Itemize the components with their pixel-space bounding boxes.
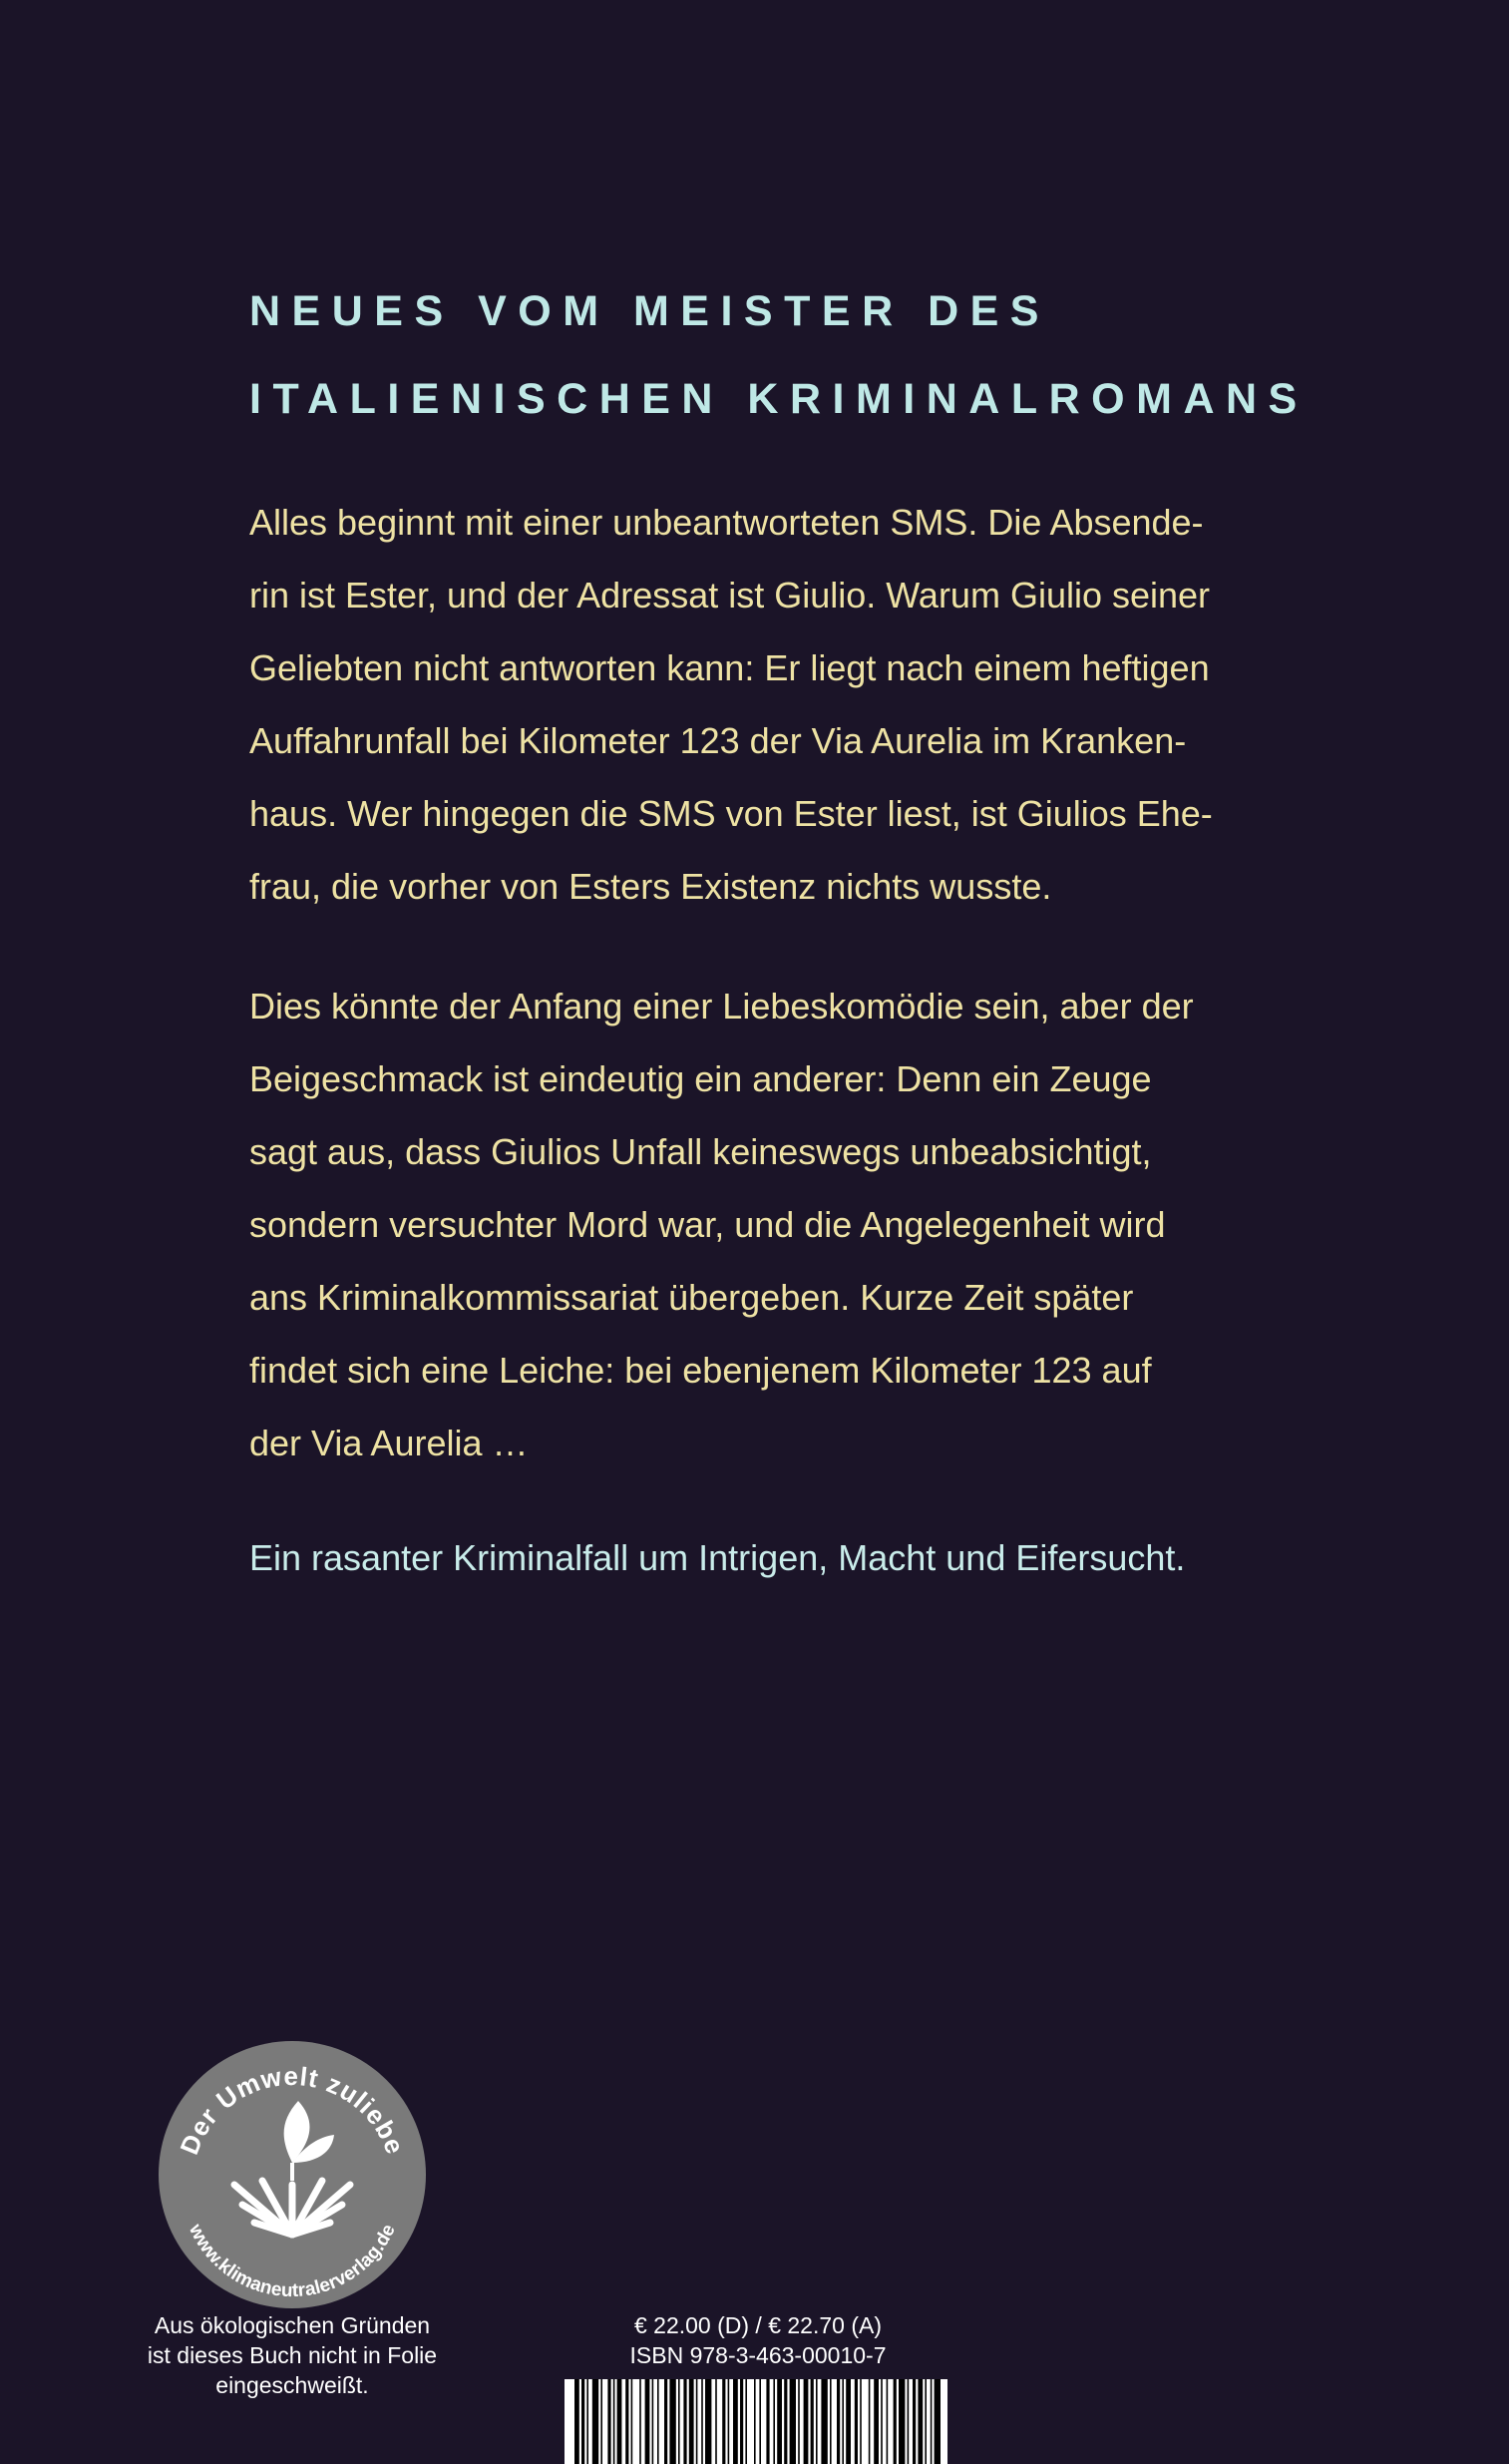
barcode-bar: [745, 2379, 747, 2464]
barcode-bar: [705, 2379, 711, 2464]
barcode-bar: [837, 2379, 840, 2464]
barcode: [565, 2379, 947, 2464]
headline-line-1: NEUES VOM MEISTER DES: [249, 287, 1050, 335]
barcode-bar: [625, 2379, 628, 2464]
barcode-bar: [613, 2379, 615, 2464]
barcode-bar: [881, 2379, 883, 2464]
barcode-bar: [855, 2379, 858, 2464]
barcode-bar: [860, 2379, 862, 2464]
eco-note: [100, 2310, 485, 2400]
text-line: sondern versuchter Mord war, und die Angelegenheit wird: [249, 1204, 1166, 1245]
barcode-bar: [581, 2379, 584, 2464]
barcode-bar: [830, 2379, 832, 2464]
barcode-bar: [701, 2379, 703, 2464]
barcode-bar: [913, 2379, 916, 2464]
seal-top-text: Der Umwelt zuliebe: [174, 2060, 411, 2159]
barcode-bar: [925, 2379, 927, 2464]
barcode-bar: [784, 2379, 787, 2464]
barcode-bar: [678, 2379, 680, 2464]
price-block: [559, 2310, 957, 2370]
barcode-bar: [842, 2379, 844, 2464]
barcode-bar: [689, 2379, 694, 2464]
barcode-bar: [715, 2379, 717, 2464]
barcode-bar: [586, 2379, 588, 2464]
barcode-bar: [722, 2379, 725, 2464]
barcode-bar: [652, 2379, 654, 2464]
text-line: haus. Wer hingegen die SMS von Ester liest, ist Giulios Ehe-: [249, 793, 1213, 834]
eco-note-line: eingeschweißt.: [215, 2372, 369, 2398]
barcode-bar: [798, 2379, 800, 2464]
barcode-bar: [804, 2379, 809, 2464]
text-line: frau, die vorher von Esters Existenz nichts wusste.: [249, 866, 1052, 907]
barcode-bar: [790, 2379, 796, 2464]
barcode-bar: [754, 2379, 756, 2464]
barcode-bar: [766, 2379, 769, 2464]
barcode-bar: [657, 2379, 659, 2464]
barcode-bar: [899, 2379, 905, 2464]
isbn: ISBN 978-3-463-00010-7: [629, 2342, 887, 2368]
barcode-bar: [592, 2379, 598, 2464]
barcode-bar: [733, 2379, 738, 2464]
barcode-bar: [574, 2379, 579, 2464]
text-line: findet sich eine Leiche: bei ebenjenem Kilometer 123 auf: [249, 1350, 1152, 1391]
barcode-bar: [777, 2379, 782, 2464]
barcode-bar: [931, 2379, 933, 2464]
price-line: € 22.00 (D) / € 22.70 (A): [633, 2312, 882, 2338]
headline-line-2: ITALIENISCHEN KRIMINALROMANS: [249, 375, 1309, 423]
barcode-bar: [740, 2379, 743, 2464]
barcode-bar: [811, 2379, 814, 2464]
barcode-bar: [728, 2379, 730, 2464]
text-line: ans Kriminalkommissariat übergeben. Kurze Zeit später: [249, 1277, 1134, 1318]
tagline: Ein rasanter Kriminalfall um Intrigen, Macht und Eifersucht.: [249, 1537, 1186, 1578]
barcode-bar: [887, 2379, 889, 2464]
barcode-bar: [664, 2379, 667, 2464]
barcode-bar: [816, 2379, 818, 2464]
eco-seal: [153, 2035, 432, 2314]
barcode-bar: [935, 2379, 941, 2464]
barcode-bar: [639, 2379, 641, 2464]
barcode-bar: [696, 2379, 698, 2464]
text-line: Alles beginnt mit einer unbeantworteten SMS. Die Absende-: [249, 502, 1204, 543]
text-line: Auffahrunfall bei Kilometer 123 der Via Aurelia im Kranken-: [249, 720, 1187, 761]
barcode-bar: [821, 2379, 827, 2464]
text-line: rin ist Ester, und der Adressat ist Giulio. Warum Giulio seiner: [249, 575, 1211, 616]
barcode-bar: [617, 2379, 622, 2464]
barcode-bar: [607, 2379, 610, 2464]
text-line: der Via Aurelia …: [249, 1423, 529, 1463]
barcode-bar: [894, 2379, 897, 2464]
eco-note-line: ist dieses Buch nicht in Folie: [147, 2342, 438, 2368]
barcode-bar: [908, 2379, 910, 2464]
barcode-bar: [645, 2379, 650, 2464]
text-line: Beigeschmack ist eindeutig ein anderer: Denn ein Zeuge: [249, 1058, 1152, 1099]
barcode-bar: [918, 2379, 923, 2464]
barcode-bar: [669, 2379, 675, 2464]
text-line: sagt aus, dass Giulios Unfall keineswegs unbeabsichtigt,: [249, 1131, 1152, 1172]
barcode-bar: [869, 2379, 871, 2464]
text-line: Geliebten nicht antworten kann: Er liegt nach einem heftigen: [249, 647, 1210, 688]
text-line: Dies könnte der Anfang einer Liebeskomödie sein, aber der: [249, 986, 1194, 1027]
eco-note-line: Aus ökologischen Gründen: [154, 2312, 431, 2338]
barcode-bar: [773, 2379, 775, 2464]
barcode-bar: [874, 2379, 879, 2464]
seal-bottom-text: www.klimaneutralerverlag.de: [185, 2221, 400, 2302]
barcode-bar: [683, 2379, 686, 2464]
headline: [249, 267, 1346, 443]
barcode-bar: [600, 2379, 602, 2464]
barcode-bar: [846, 2379, 851, 2464]
blurb-paragraph-2: [249, 970, 1267, 1479]
blurb-paragraph-1: [249, 486, 1267, 923]
barcode-bar: [759, 2379, 761, 2464]
barcode-bar: [631, 2379, 633, 2464]
